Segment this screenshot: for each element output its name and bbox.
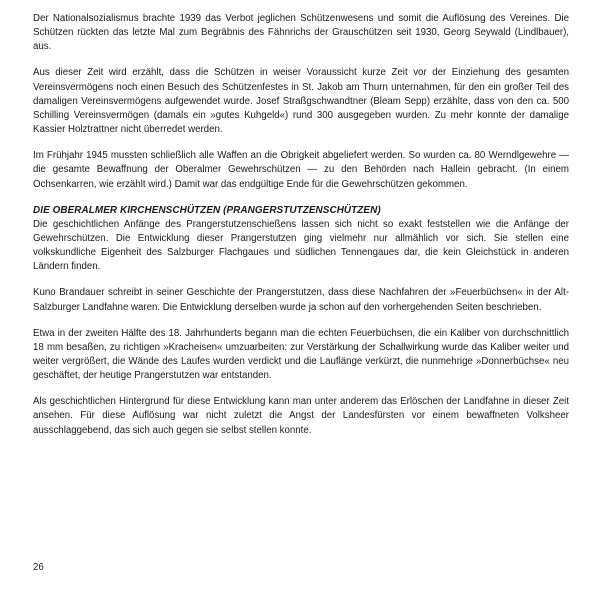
paragraph-origins: Die geschichtlichen Anfänge des Prangerstutzenschießens lassen sich nicht so exakt feststellen wie die Anfänge der Gewehrschützen. Die Entwicklung dieser Prangerstutzen ging vielmehr nur allmählich vor sich. Sie stellen eine volkskundliche Eigenheit des Salzburger Flachgaues und südlichen Tennengaues dar, die kein Gleichstück in anderen Ländern finden. [33, 218, 569, 273]
paragraph-historical-background: Als geschichtlichen Hintergrund für diese Entwicklung kann man unter anderem das Erlöschen der Landfahne in dieser Zeit ansehen. Für diese Auflösung war nicht zuletzt die Angst der Landesfürsten vor einem bewaffneten Volksheer ausschlaggebend, das sich auch gegen sie selbst stellen konnte. [33, 396, 569, 436]
paragraph-weapons-1945: Im Frühjahr 1945 mussten schließlich alle Waffen an die Obrigkeit abgeliefert werden. So wurden ca. 80 Werndlgewehre — die gesamte Bewaffnung der Oberalmer Gewehrschützen — zu den Behörden nach Hallein gebracht. (In einem Ochsenkarren, wie erzählt wird.) Damit war das endgültige Ende für die Gewehrschützen gekommen. [33, 150, 569, 190]
section-heading: DIE OBERALMER KIRCHENSCHÜTZEN (PRANGERSTUTZENSCHÜTZEN) [33, 204, 381, 216]
paragraph-schuetzenfest-visit: Aus dieser Zeit wird erzählt, dass die Schützen in weiser Voraussicht kurze Zeit vor der Einziehung des gesamten Vereinsvermögens noch einen Besuch des Schützenfestes in St. Jakob am Thurn unternahmen, für den ein großer Teil des damaligen Vereinsvermögens aufgewendet wurde. Josef Straßgschwandtner (Bleam Sepp) erzählte, dass von den ca. 500 Schilling Vereinsvermögen (damals ein »gutes Kuhgeld«) rund 300 ausgegeben wurden. Zu mehr konnte der damalige Kassier Holztrattner nicht überredet werden. [33, 67, 569, 136]
paragraph-ban-1939: Der Nationalsozialismus brachte 1939 das Verbot jeglichen Schützenwesens und somit die Auflösung des Vereines. Die Schützen rückten das letzte Mal zum Begräbnis des Fähnrichs der Grauschützen seit 1930, Georg Seywald (Lindlbauer), aus. [33, 13, 569, 53]
paragraph-18th-century: Etwa in der zweiten Hälfte des 18. Jahrhunderts begann man die echten Feuerbüchsen, die ein Kaliber von durchschnittlich 18 mm besaßen, zu richtigen »Kracheisen« umzuarbeiten: zur Verstärkung der Schallwirkung wurde das Kaliber weiter und weiter vergrößert, die Wände des Laufes wurden verdickt und die Lauflänge verkürzt, die nunmehrige »Donnerbüchse« neu geschäftet, der heutige Prangerstutzen war entstanden. [33, 327, 569, 382]
page-body [33, 12, 569, 438]
paragraph-brandauer: Kuno Brandauer schreibt in seiner Geschichte der Prangerstutzen, dass diese Nachfahren der »Feuerbüchsen« in der Alt-Salzburger Landfahne waren. Die Entwicklung derselben wurde ja schon auf den vorhergehenden Seiten beschrieben. [33, 287, 569, 313]
page-number: 26 [33, 562, 44, 573]
